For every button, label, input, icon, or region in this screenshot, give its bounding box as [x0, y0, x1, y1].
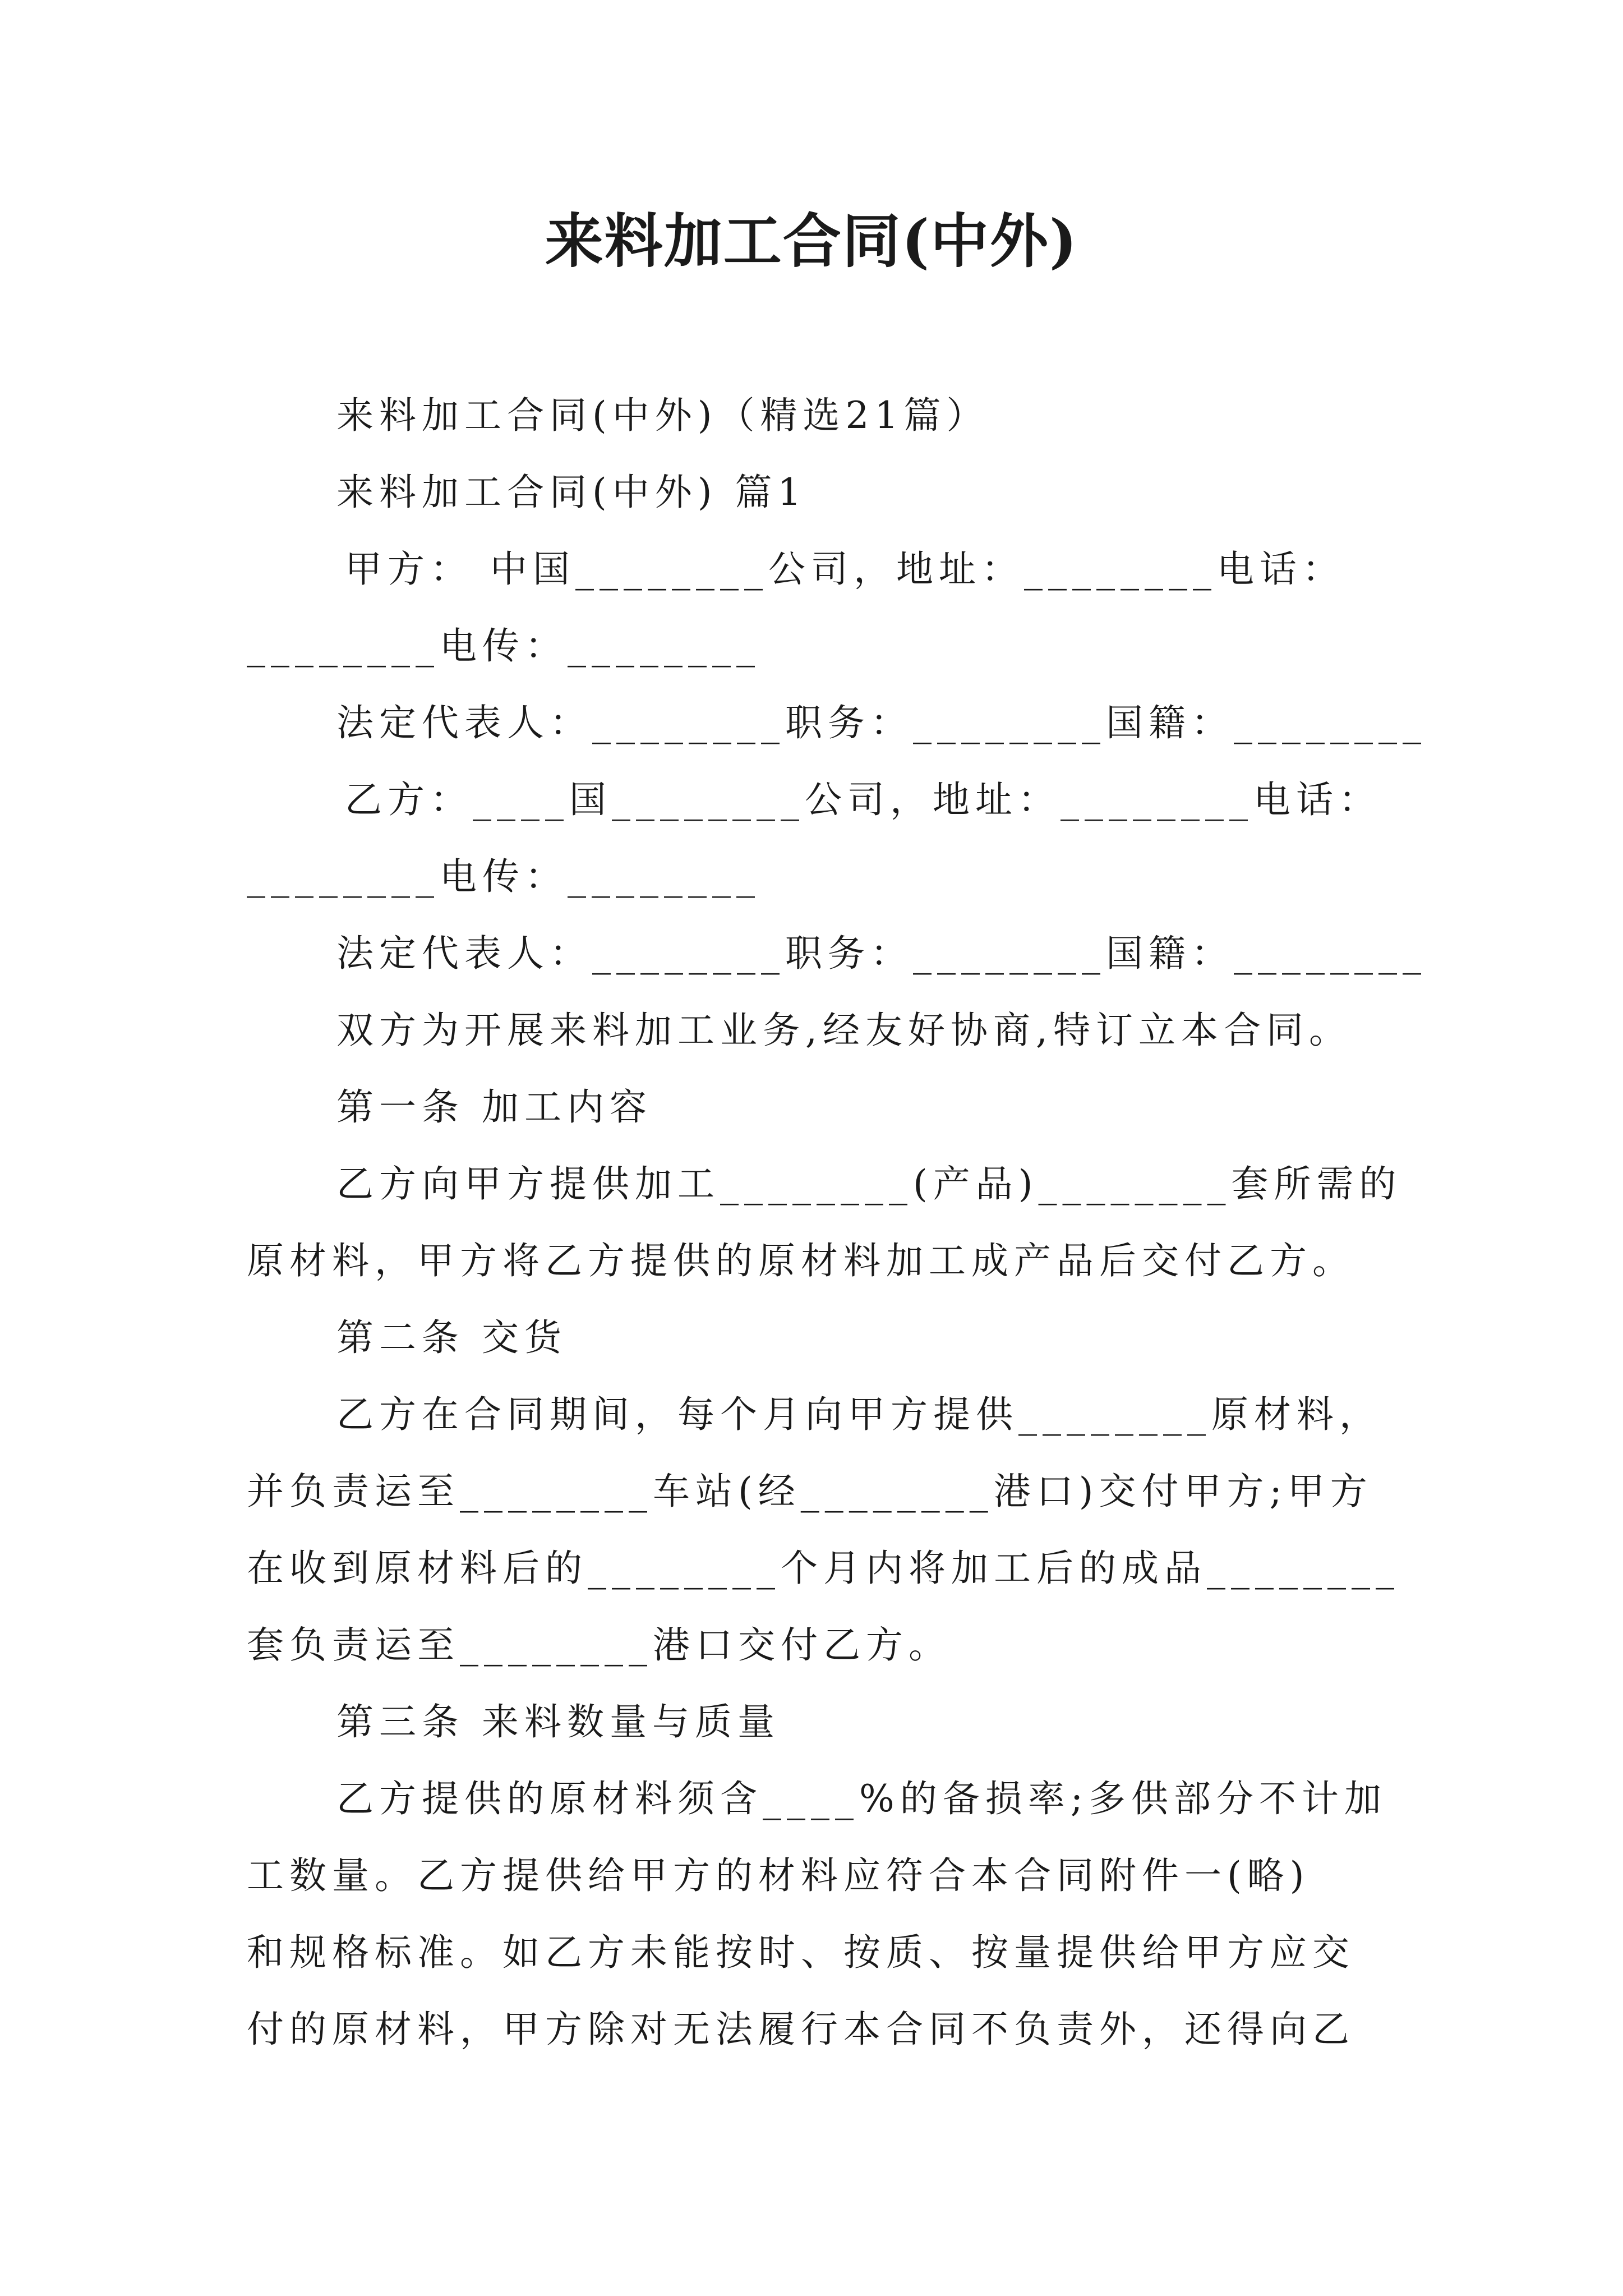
- paragraph-line: 乙方在合同期间，每个月向甲方提供________原材料，: [336, 1393, 1382, 1436]
- paragraph-line: 乙方提供的原材料须含____%的备损率;多供部分不计加: [336, 1777, 1387, 1820]
- party-b-representative-line: 法定代表人：________职务：________国籍：________: [336, 932, 1427, 975]
- document-title: 来料加工合同(中外): [545, 206, 1078, 275]
- preamble-line: 双方为开展来料加工业务,经友好协商,特订立本合同。: [336, 1009, 1352, 1052]
- subtitle-line: 来料加工合同(中外)（精选21篇）: [336, 394, 989, 437]
- party-b-line: 乙方：____国________公司，地址：________电话：: [345, 778, 1381, 821]
- article-heading: 第二条 交货: [336, 1316, 567, 1359]
- paragraph-line: 套负责运至________港口交付乙方。: [247, 1623, 951, 1667]
- paragraph-line: 原材料，甲方将乙方提供的原材料加工成产品后交付乙方。: [247, 1239, 1355, 1282]
- paragraph-line: 乙方向甲方提供加工________(产品)________套所需的: [336, 1162, 1402, 1205]
- party-b-fax-line: ________电传：________: [247, 855, 760, 898]
- party-a-line: 甲方： 中国________公司，地址：________电话：: [345, 547, 1345, 591]
- section-heading: 来料加工合同(中外) 篇1: [336, 471, 807, 514]
- party-a-fax-line: ________电传：________: [247, 624, 760, 668]
- paragraph-line: 和规格标准。如乙方未能按时、按质、按量提供给甲方应交: [247, 1931, 1355, 1974]
- party-a-representative-line: 法定代表人：________职务：________国籍：________: [336, 701, 1427, 744]
- article-heading: 第三条 来料数量与质量: [336, 1700, 780, 1743]
- document-body: [247, 377, 1427, 2068]
- article-heading: 第一条 加工内容: [336, 1085, 652, 1129]
- paragraph-line: 付的原材料，甲方除对无法履行本合同不负责外，还得向乙: [247, 2008, 1355, 2051]
- paragraph-line: 工数量。乙方提供给甲方的材料应符合本合同附件一(略): [247, 1854, 1310, 1897]
- paragraph-line: 在收到原材料后的________个月内将加工后的成品________: [247, 1547, 1400, 1590]
- paragraph-line: 并负责运至________车站(经________港口)交付甲方;甲方: [247, 1470, 1373, 1513]
